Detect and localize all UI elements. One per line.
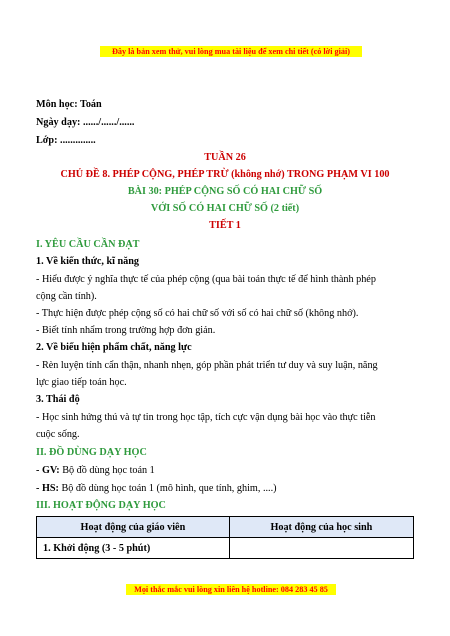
topic-title: CHỦ ĐỀ 8. PHÉP CỘNG, PHÉP TRỪ (không nhớ) TRONG PHẠM VI 100 [60,169,390,180]
lesson-title-line1: BÀI 30: PHÉP CỘNG SỐ CÓ HAI CHỮ SỐ [127,186,323,197]
bullet-attitude-1: - Học sinh hứng thú và tự tin trong học tập, tích cực vận dụng bài học vào thực tiễn [36,412,376,423]
bullet-qualities-1-cont: lực giao tiếp toán học. [36,377,127,388]
table-header-row [37,517,414,538]
materials-student-text: Bộ đồ dùng học toán 1 (mô hình, que tính, ghim, ....) [58,483,277,494]
table-row [37,538,414,559]
subject-line: Môn học: Toán [36,99,102,110]
materials-student [36,482,277,495]
hotline-banner: Mọi thắc mắc vui lòng xin liên hệ hotline: 084 283 45 85 [126,584,336,595]
bullet-knowledge-1-cont: cộng cần tính). [36,291,97,302]
class-line: Lớp: .............. [36,135,96,146]
section-heading-materials: II. ĐỒ DÙNG DẠY HỌC [36,447,147,458]
section-heading-activities: III. HOẠT ĐỘNG DẠY HỌC [36,500,166,511]
table-cell-empty [229,538,413,559]
week-title: TUẦN 26 [204,152,246,163]
subheading-attitude: 3. Thái độ [36,394,80,405]
table-header-student: Hoạt động của học sinh [229,517,413,538]
materials-teacher-label: - GV: [36,465,60,476]
section-heading-requirements: I. YÊU CẦU CẦN ĐẠT [36,239,140,250]
activities-table [36,516,414,559]
subheading-knowledge: 1. Về kiến thức, kĩ năng [36,256,140,267]
lesson-title-line2: VỚI SỐ CÓ HAI CHỮ SỐ (2 tiết) [150,203,300,214]
date-line: Ngày dạy: ....../....../...... [36,117,135,128]
materials-teacher [36,464,155,477]
table-cell-warmup: 1. Khởi động (3 - 5 phút) [37,538,230,559]
bullet-qualities-1: - Rèn luyện tính cẩn thận, nhanh nhẹn, góp phần phát triển tư duy và suy luận, năng [36,360,378,371]
table-header-teacher: Hoạt động của giáo viên [37,517,230,538]
materials-student-label: - HS: [36,483,59,494]
bullet-attitude-1-cont: cuộc sống. [36,429,80,440]
materials-teacher-text: Bộ đồ dùng học toán 1 [59,465,155,476]
bullet-knowledge-3: - Biết tính nhẩm trong trường hợp đơn giản. [36,325,216,336]
bullet-knowledge-2: - Thực hiện được phép cộng số có hai chữ số với số có hai chữ số (không nhớ). [36,308,359,319]
subheading-qualities: 2. Về biểu hiện phẩm chất, năng lực [36,342,192,353]
bullet-knowledge-1: - Hiểu được ý nghĩa thực tế của phép cộng (qua bài toán thực tế để hình thành phép [36,274,376,285]
period-title: TIẾT 1 [209,220,241,231]
preview-notice-banner: Đây là bản xem thử, vui lòng mua tài liệu để xem chi tiết (có lời giải) [100,46,362,57]
